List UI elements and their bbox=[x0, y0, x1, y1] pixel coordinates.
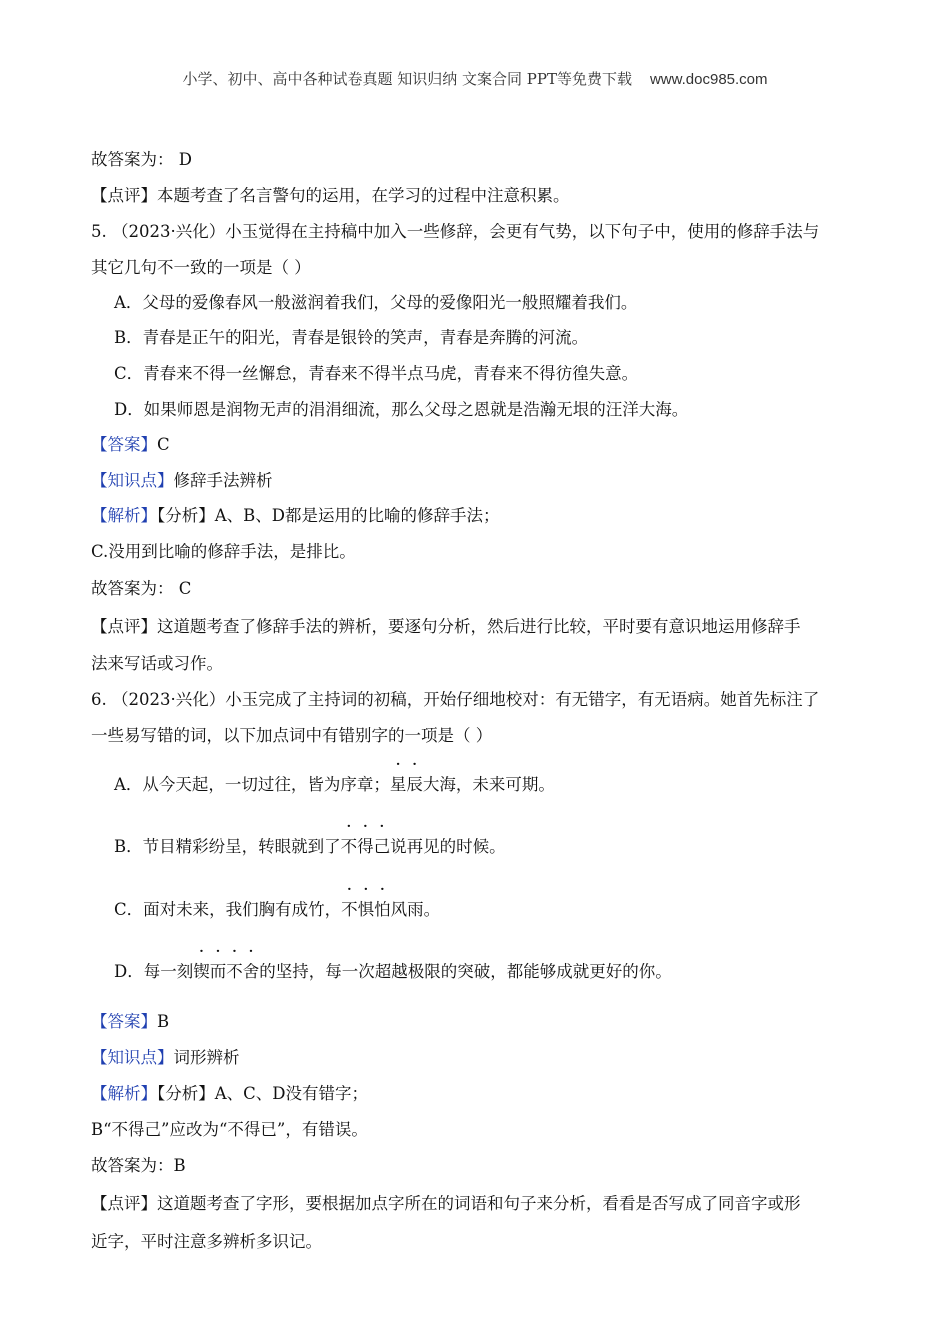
q5-option-c: C．青春来不得一丝懈怠，青春来不得半点马虎，青春来不得彷徨失意。 bbox=[114, 364, 639, 383]
q6-stem-line-1: 6. （2023·兴化）小玉完成了主持词的初稿，开始仔细地校对：有无错字，有无语病。她首先标注了 bbox=[91, 690, 820, 709]
q5-option-b: B．青春是正午的阳光，青春是银铃的笑声，青春是奔腾的河流。 bbox=[114, 328, 589, 347]
q6-comment: 【点评】这道题考查了字形，要根据加点字所在的词语和句子来分析，看看是否写成了同音字或形 bbox=[91, 1194, 801, 1213]
q6-comment-line-2: 近字，平时注意多辨析多识记。 bbox=[91, 1232, 322, 1251]
q6-answer: 【答案】B bbox=[91, 1012, 170, 1031]
q6-knowledge: 【知识点】词形辨析 bbox=[91, 1048, 240, 1067]
comment-label: 【点评】 bbox=[91, 1194, 157, 1213]
q5-answer: 【答案】C bbox=[91, 435, 170, 454]
q5-stem-line-2: 其它几句不一致的一项是（ ） bbox=[91, 258, 311, 277]
header-text: 小学、初中、高中各种试卷真题 知识归纳 文案合同 PPT等免费下载 bbox=[182, 70, 632, 88]
q6-stem-line-2: 一些易写错的词，以下加点词中有错别字的一项是（ ） bbox=[91, 726, 493, 745]
knowledge-label: 【知识点】 bbox=[91, 1048, 174, 1067]
q6-analysis-line-2: B“不得己”应改为“不得已”，有错误。 bbox=[91, 1120, 368, 1139]
q6-option-b: B．节目精彩纷呈，转眼就到了不得己说再见的时候。 bbox=[114, 833, 506, 857]
analysis-label: 【解析】 bbox=[91, 1084, 157, 1103]
q5-analysis-line-2: C.没用到比喻的修辞手法，是排比。 bbox=[91, 542, 356, 561]
q6-option-c: C．面对未来，我们胸有成竹，不惧怕风雨。 bbox=[114, 896, 440, 920]
dotted-char: 星 bbox=[389, 775, 407, 794]
q5-stem-line-1: 5. （2023·兴化）小玉觉得在主持稿中加入一些修辞，会更有气势，以下句子中，使用的修辞手法与 bbox=[91, 222, 820, 241]
dotted-char: 不 bbox=[341, 900, 358, 919]
dotted-char: 不 bbox=[340, 837, 358, 856]
q5-knowledge: 【知识点】修辞手法辨析 bbox=[91, 471, 273, 490]
q4-answer-line: 故答案为： D bbox=[91, 150, 192, 169]
dotted-char: 己 bbox=[373, 837, 391, 856]
q5-option-d: D．如果师恩是润物无声的涓涓细流，那么父母之恩就是浩瀚无垠的汪洋大海。 bbox=[114, 400, 689, 419]
dotted-char: 而 bbox=[209, 962, 227, 981]
comment-label: 【点评】 bbox=[91, 186, 157, 205]
q5-option-a: A．父母的爱像春风一般滋润着我们，父母的爱像阳光一般照耀着我们。 bbox=[114, 293, 638, 312]
dotted-char: 舍 bbox=[242, 962, 260, 981]
q5-comment: 【点评】这道题考查了修辞手法的辨析，要逐句分析，然后进行比较，平时要有意识地运用修辞手 bbox=[91, 617, 801, 636]
q6-option-a: A．从今天起，一切过往，皆为序章；星辰大海，未来可期。 bbox=[114, 771, 555, 795]
header-url: www.doc985.com bbox=[649, 71, 768, 88]
q6-option-d: D．每一刻锲而不舍的坚持，每一次超越极限的突破，都能够成就更好的你。 bbox=[114, 958, 672, 982]
answer-label: 【答案】 bbox=[91, 435, 157, 454]
dotted-char: 怕 bbox=[374, 900, 391, 919]
dotted-char: 得 bbox=[357, 837, 374, 856]
page-header bbox=[0, 68, 950, 89]
q4-comment: 【点评】本题考查了名言警句的运用，在学习的过程中注意积累。 bbox=[91, 186, 570, 205]
q6-analysis: 【解析】【分析】A、C、D没有错字； bbox=[91, 1084, 369, 1103]
dotted-char: 惧 bbox=[357, 900, 375, 919]
q5-answer-line: 故答案为： C bbox=[91, 579, 192, 598]
comment-label: 【点评】 bbox=[91, 617, 157, 636]
dotted-char: 不 bbox=[226, 962, 243, 981]
q6-answer-line: 故答案为：B bbox=[91, 1156, 186, 1175]
q5-comment-line-2: 法来写话或习作。 bbox=[91, 654, 223, 673]
q5-analysis: 【解析】【分析】A、B、D都是运用的比喻的修辞手法； bbox=[91, 506, 500, 525]
answer-label: 【答案】 bbox=[91, 1012, 157, 1031]
dotted-char: 锲 bbox=[193, 962, 210, 981]
knowledge-label: 【知识点】 bbox=[91, 471, 174, 490]
dotted-char: 辰 bbox=[406, 775, 423, 794]
analysis-label: 【解析】 bbox=[91, 506, 157, 525]
